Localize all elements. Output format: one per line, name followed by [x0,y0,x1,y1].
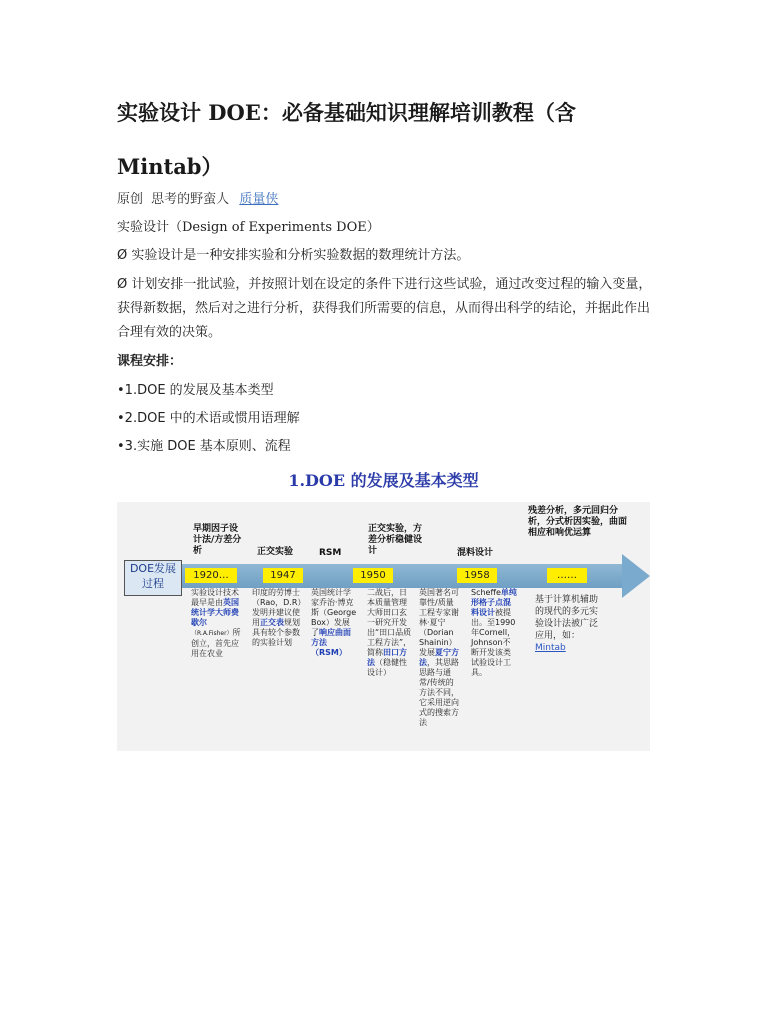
year-1958: 1958 [457,568,497,583]
article-meta [117,188,278,212]
year-more: …… [547,568,587,583]
header-orthogonal: 正交实验 [257,547,294,557]
note-taguchi: 二战后，日本质量管理大师田口玄一研究开发出“田口品质工程方法”，简称田口方法（稳健性设计） [367,588,412,677]
definition-line: 实验设计（Design of Experiments DOE） [117,220,380,235]
note-rao: 印度的劳博士（Rao，D.R）发明并建议使用正交表规划具有较个参数的实验计划 [252,588,302,647]
year-1947: 1947 [263,568,303,583]
year-1950: 1950 [353,568,393,583]
schedule-item-1: •1.DOE 的发展及基本类型 [117,383,274,398]
doe-timeline-figure [117,502,650,751]
note-box: 英国统计学家乔治·博克斯（George Box）发展了响应曲面方法（RSM） [311,588,357,657]
bullet-2: Ø 计划安排一批试验，并按照计划在设定的条件下进行这些试验，通过改变过程的输入变量，获得新数据，然后对之进行分析，获得我们所需要的信息，从而得出科学的结论，并据此作出合理有效的决策。 [117,277,652,340]
schedule-heading: 课程安排： [117,354,183,369]
note-modern: 基于计算机辅助的现代的多元实验设计法被广泛应用，如：Mintab [535,595,599,653]
note-scheffe: Scheffe单纯形格子点混料设计被提出。至1990年Cornell，Johnson不断开发该类试验设计工具。 [471,588,517,677]
header-robust: 正交实验，方差分析稳健设计 [368,524,423,556]
schedule-item-2: •2.DOE 中的术语或惯用语理解 [117,411,300,426]
header-mixture: 混料设计 [457,548,494,558]
column-link[interactable]: 质量侠 [239,192,279,207]
page-title: 实验设计 DOE：必备基础知识理解培训教程（含Mintab） [117,100,576,179]
header-early-factor: 早期因子设计法/方差分析 [193,524,242,556]
schedule-item-3: •3.实施 DOE 基本原则、流程 [117,439,291,454]
header-residual: 残差分析，多元回归分析，分式析因实验，曲面相应和响优运算 [528,506,628,538]
figure-title: 1.DOE 的发展及基本类型 [288,471,479,490]
original-tag: 原创 [117,192,144,207]
doe-process-box: DOE发展过程 [124,560,182,596]
header-rsm: RSM [319,548,342,558]
timeline-arrowhead [622,554,650,598]
note-shainin: 英国著名可靠性/质量工程专家谢林·夏宁（Dorian Shainin）发展夏宁方法，其思路思路与通常/传统的方法不同，它采用逆向式的搜索方法 [419,588,459,727]
year-1920: 1920… [185,568,237,583]
note-fisher: 实验设计技术最早是由英国统计学大师费歇尔（R.A.Fisher）所创立，首先应用在农业 [191,588,241,658]
mintab-link[interactable]: Mintab [535,643,566,653]
bullet-1: Ø 实验设计是一种安排实验和分析实验数据的数理统计方法。 [117,248,470,263]
author-name: 思考的野蛮人 [151,192,230,207]
